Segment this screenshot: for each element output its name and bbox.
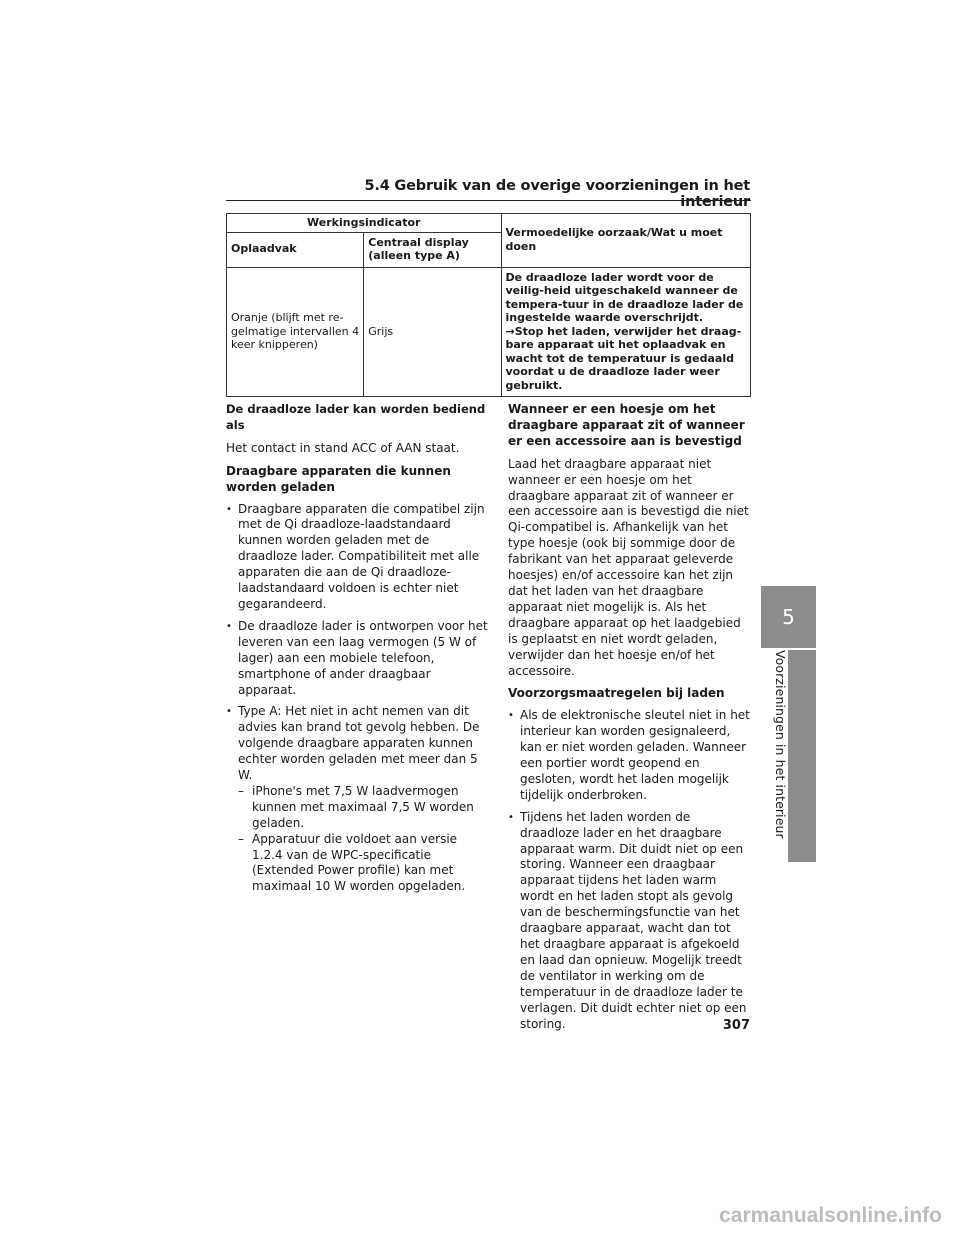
cause-action: →Stop het laden, verwijder het draag-bare apparaat uit het oplaadvak en wacht tot de temperatuur is gedaald voordat u de draadloze lader weer gebruikt. (505, 324, 742, 392)
table-row (227, 267, 751, 397)
cell-display: Grijs (364, 267, 501, 397)
chapter-tab-number: 5 (761, 586, 816, 648)
sub-list-item: – iPhone's met 7,5 W laadvermogen kunnen met maximaal 7,5 W worden geladen. (238, 784, 488, 832)
section-title: 5.4 Gebruik van de overige voorzieningen in het interieur (364, 178, 750, 210)
list-item: • Type A: Het niet in acht nemen van dit advies kan brand tot gevolg hebben. De volgende draagbare apparaten kunnen echter worden geladen met meer dan 5 W. – iPhone's met 7,5 W laadvermogen kunnen met maximaal 7,5 W worden geladen. – Apparatuur die voldoet aan versie 1.2.4 van de WPC-specificatie (Extended Power profile) kan met maximaal 10 W worden opgeladen. (226, 704, 488, 895)
right-paragraph-case: Laad het draagbare apparaat niet wanneer er een hoesje om het draagbare apparaat zit of wanneer er een accessoire aan is bevestigd die niet Qi-compatibel is. Afhankelijk van het type hoesje (ook bij sommige door de fabrikant van het apparaat geleverde hoesjes) en/of accessoire kan het zijn dat het laden van het draagbare apparaat niet mogelijk is. Als het draagbare apparaat op het laadgebied is geplaatst en niet wordt geladen, verwijder dan het hoesje en/of het accessoire. (508, 456, 749, 678)
indicator-table (226, 213, 751, 397)
right-heading-precautions: Voorzorgsmaatregelen bij laden (508, 686, 725, 701)
page-number: 307 (722, 1018, 750, 1033)
left-heading-devices: Draagbare apparaten die kunnen worden geladen (226, 463, 451, 494)
table-header-oplaadvak: Oplaadvak (227, 232, 364, 267)
list-item: • Draagbare apparaten die compatibel zijn met de Qi draadloze-laadstandaard kunnen worden geladen met de draadloze lader. Compatibiliteit met alle apparaten die aan de Qi draadloze-laadstandaard voldoen is echter niet gegarandeerd. (226, 502, 488, 613)
list-item: • Tijdens het laden worden de draadloze lader en het draagbare apparaat warm. Dit duidt niet op een storing. Wanneer een draagbaar apparaat tijdens het laden warm wordt en het laden stopt als gevolg van de beschermingsfunctie van het draagbare apparaat, wacht dan tot het draagbare apparaat is afgekoeld en laad dan opnieuw. Mogelijk treedt de ventilator in werking om de temperatuur in de draadloze lader te verlagen. Dit duidt echter niet op een storing. (508, 810, 750, 1033)
sub-list-item: – Apparatuur die voldoet aan versie 1.2.4 van de WPC-specificatie (Extended Power profile) kan met maximaal 10 W worden opgeladen. (238, 832, 488, 896)
watermark: carmanualsonline.info (719, 1204, 942, 1227)
table-group-header: Werkingsindicator (227, 214, 502, 233)
chapter-tab-label: Voorzieningen in het interieur (760, 650, 788, 862)
list-item: • Als de elektronische sleutel niet in het interieur kan worden gesignaleerd, kan er niet worden geladen. Wanneer een portier wordt geopend en gesloten, wordt het laden mogelijk tijdelijk onderbroken. (508, 708, 750, 803)
cell-cause (501, 267, 751, 397)
table-header-display: Centraal display (alleen type A) (364, 232, 501, 267)
right-column (508, 402, 750, 1038)
left-paragraph-contact: Het contact in stand ACC of AAN staat. (226, 440, 460, 455)
list-item: • De draadloze lader is ontworpen voor het leveren van een laag vermogen (5 W of lager) aan een mobiele telefoon, smartphone of ander draagbaar apparaat. (226, 619, 488, 699)
cell-oplaadvak: Oranje (blijft met re-gelmatige intervallen 4 keer knipperen) (227, 267, 364, 397)
cause-text: De draadloze lader wordt voor de veilig-heid uitgeschakeld wanneer de tempera-tuur in de draadloze lader de ingestelde waarde overschrijdt. (505, 270, 744, 324)
left-heading-operation: De draadloze lader kan worden bediend als (226, 402, 486, 432)
table-header-cause: Vermoedelijke oorzaak/Wat u moet doen (501, 214, 751, 268)
right-heading-case: Wanneer er een hoesje om het draagbare apparaat zit of wanneer er een accessoire aan is bevestigd (508, 402, 745, 448)
header-divider (226, 200, 751, 201)
left-column (226, 402, 488, 901)
